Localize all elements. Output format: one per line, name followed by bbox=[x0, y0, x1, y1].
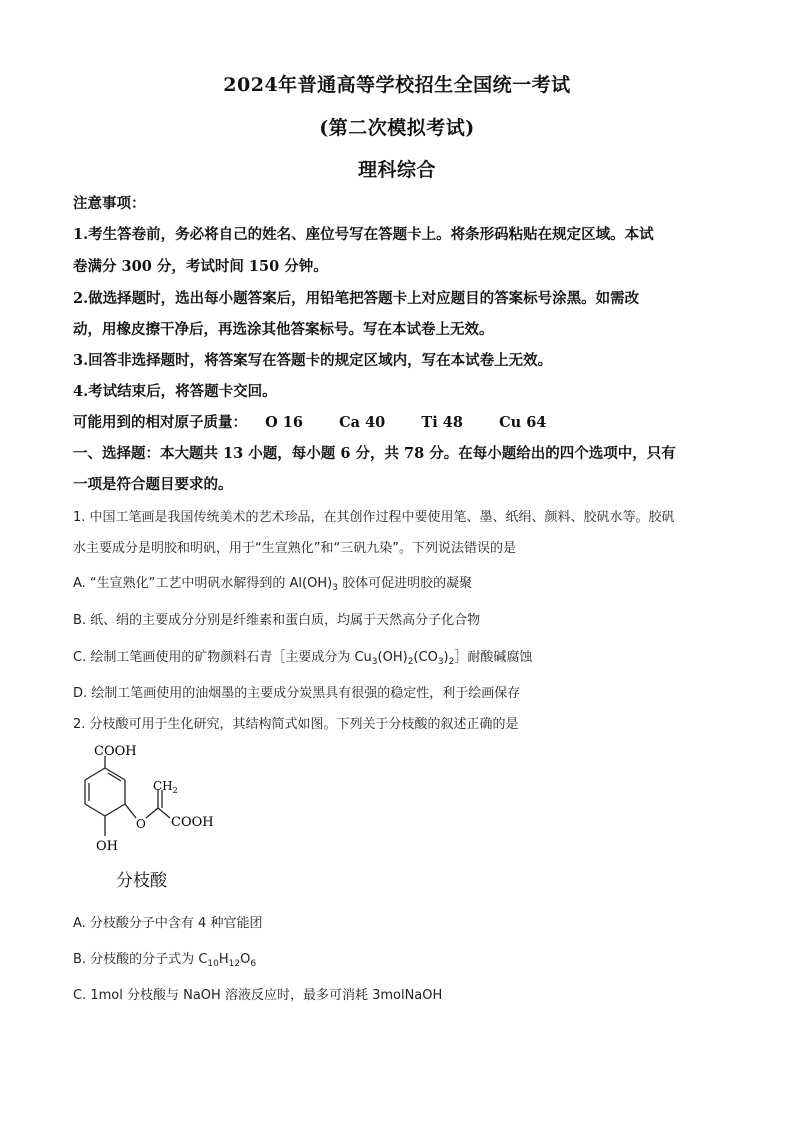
q2-b-sub-c: 10 bbox=[207, 959, 219, 969]
struct-ether-o: O bbox=[136, 817, 146, 831]
note-1-line-1: 1.考生答卷前，务必将自己的姓名、座位号写在答题卡上。将条形码粘贴在规定区域。本试 bbox=[73, 226, 654, 243]
q1-c-oh: (OH) bbox=[377, 650, 408, 665]
q1-option-a bbox=[73, 572, 723, 593]
q1-c-sub4: 2 bbox=[448, 657, 455, 667]
struct-oh: OH bbox=[96, 839, 118, 854]
note-4: 4.考试结束后，将答题卡交回。 bbox=[73, 383, 277, 400]
struct-cooh-top: COOH bbox=[94, 744, 137, 759]
q1-a-text: A. “生宣熟化”工艺中明矾水解得到的 Al(OH) bbox=[73, 576, 333, 591]
q2-b-o: O bbox=[240, 952, 251, 967]
atomic-mass-line bbox=[73, 411, 723, 432]
q1-c-co: (CO bbox=[413, 650, 438, 665]
section-heading-line-1: 一、选择题：本大题共 13 小题，每小题 6 分，共 78 分。在每小题给出的四个选项中，只有 bbox=[73, 445, 676, 462]
section-heading-line-2: 一项是符合题目要求的。 bbox=[73, 476, 233, 493]
struct-cooh-side: COOH bbox=[171, 815, 214, 830]
q2-b-sub-o: 6 bbox=[250, 959, 257, 969]
q1-option-c bbox=[73, 646, 723, 667]
note-3: 3.回答非选择题时，将答案写在答题卡的规定区域内，写在本试卷上无效。 bbox=[73, 352, 553, 369]
atomic-mass-label: 可能用到的相对原子质量： bbox=[73, 414, 247, 431]
q2-option-c: C. 1mol 分枝酸与 NaOH 溶液反应时，最多可消耗 3molNaOH bbox=[73, 988, 443, 1003]
exam-title: 2024年普通高等学校招生全国统一考试 bbox=[223, 74, 571, 96]
structure-label: 分枝酸 bbox=[116, 871, 167, 891]
mass-ti: Ti 48 bbox=[421, 414, 463, 431]
q2-b-h: H bbox=[218, 952, 229, 967]
notes-heading: 注意事项： bbox=[73, 195, 146, 212]
note-2-line-1: 2.做选择题时，选出每小题答案后，用铅笔把答题卡上对应题目的答案标号涂黑。如需改 bbox=[73, 290, 640, 307]
q1-c-text: C. 绘制工笔画使用的矿物颜料石青［主要成分为 Cu bbox=[73, 650, 372, 665]
q1-a-sub: 3 bbox=[332, 583, 338, 593]
note-2-line-2: 动，用橡皮擦干净后，再选涂其他答案标号。写在本试卷上无效。 bbox=[73, 321, 494, 338]
q1-c-sub1: 3 bbox=[371, 657, 378, 667]
mass-ca: Ca 40 bbox=[339, 414, 386, 431]
q1-option-b: B. 纸、绢的主要成分分别是纤维素和蛋白质，均属于天然高分子化合物 bbox=[73, 613, 481, 628]
note-1-line-2: 卷满分 300 分，考试时间 150 分钟。 bbox=[73, 258, 328, 275]
mass-o: O 16 bbox=[265, 414, 303, 431]
mass-cu: Cu 64 bbox=[499, 414, 547, 431]
q2-b-text: B. 分枝酸的分子式为 C bbox=[73, 952, 208, 967]
q1-stem-line-2: 水主要成分是明胶和明矾，用于“生宣熟化”和“三矾九染”。下列说法错误的是 bbox=[73, 541, 516, 556]
q1-c-sub3: 3 bbox=[437, 657, 444, 667]
exam-subtitle: (第二次模拟考试) bbox=[319, 117, 475, 139]
q1-option-d: D. 绘制工笔画使用的油烟墨的主要成分炭黑具有很强的稳定性，利于绘画保存 bbox=[73, 686, 521, 701]
q2-option-a: A. 分枝酸分子中含有 4 种官能团 bbox=[73, 916, 263, 931]
subject-title: 理科综合 bbox=[357, 159, 436, 181]
struct-ch2: $CH_2$ bbox=[153, 779, 178, 795]
q1-a-text-end: 胶体可促进明胶的凝聚 bbox=[337, 576, 473, 591]
q2-b-sub-h: 12 bbox=[228, 959, 241, 969]
q2-option-b bbox=[73, 948, 723, 969]
q2-stem: 2. 分枝酸可用于生化研究，其结构简式如图。下列关于分枝酸的叙述正确的是 bbox=[73, 717, 519, 732]
q1-stem-line-1: 1. 中国工笔画是我国传统美术的艺术珍品，在其创作过程中要使用笔、墨、纸绢、颜料、胶矾水等。胶矾 bbox=[73, 510, 675, 525]
q1-c-text-end: ］耐酸碱腐蚀 bbox=[454, 650, 533, 665]
q1-c-paren: ) bbox=[443, 650, 449, 665]
q1-c-sub2: 2 bbox=[407, 657, 414, 667]
